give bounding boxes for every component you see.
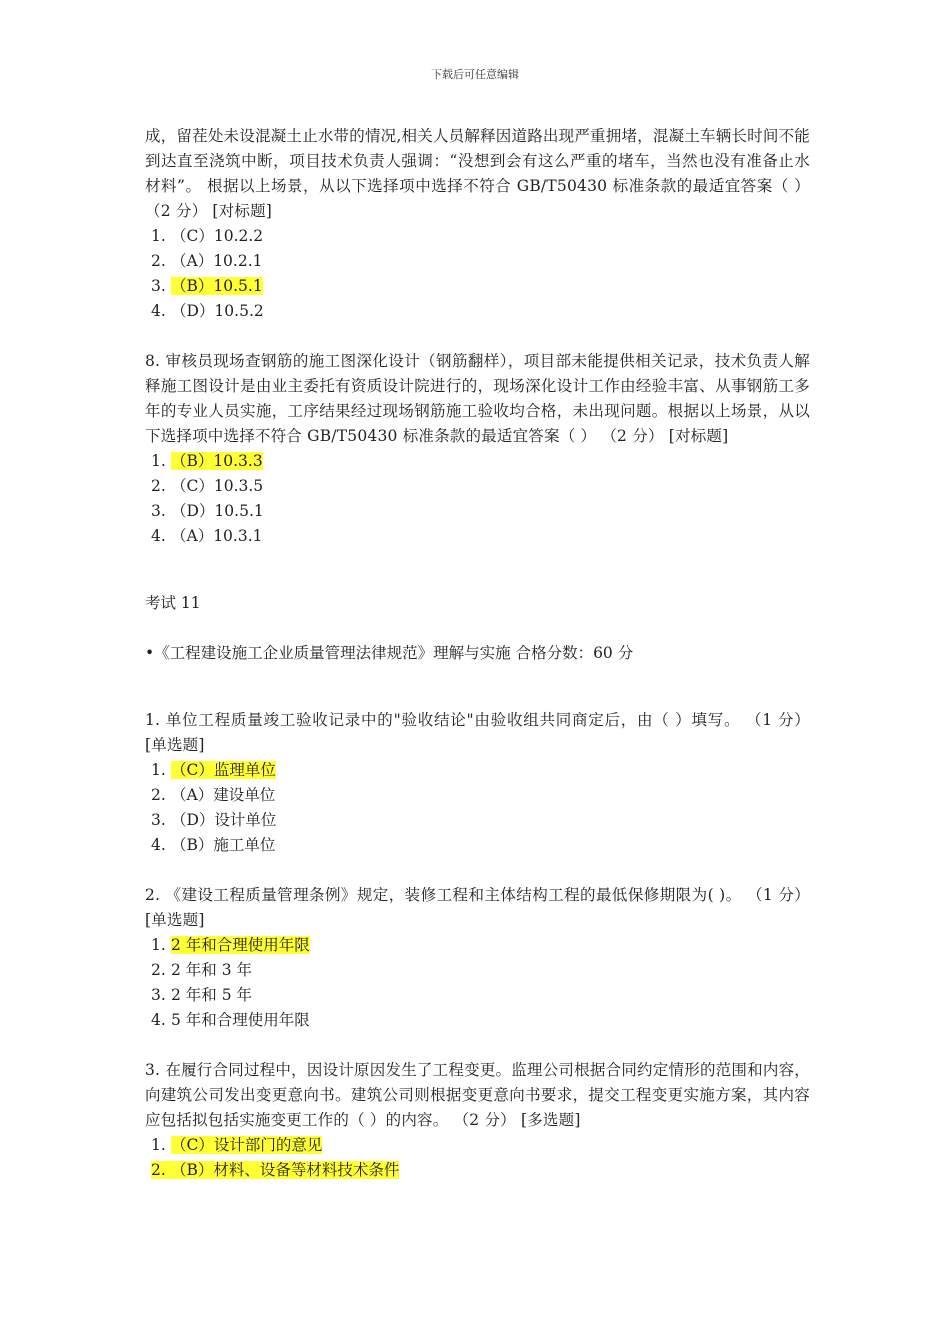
option-text-highlighted: （B）10.5.1 — [171, 277, 263, 295]
option-text: （C）10.2.2 — [171, 227, 264, 245]
question-8-text: 8. 审核员现场查钢筋的施工图深化设计（钢筋翻样），项目部未能提供相关记录，技术负责人解释施工图设计是由业主委托有资质设计院进行的，现场深化设计工作由经验丰富、从事钢筋工多年的专业人员实施，工序结果经过现场钢筋施工验收均合格，未出现问题。根据以上场景，从以下选择项中选择不符合 GB/T50430 标准条款的最适宜答案（ ） （2 分） [对标题] — [145, 352, 810, 445]
question-7-options — [145, 224, 810, 324]
option-text: 2 年和 3 年 — [171, 961, 253, 979]
option-number: 4. — [151, 527, 166, 545]
question-8-option — [145, 449, 810, 474]
exam-question-3-option — [145, 1158, 810, 1183]
option-text: （A）10.3.1 — [171, 527, 263, 545]
option-number: 3. — [151, 986, 166, 1004]
question-8-option — [145, 474, 810, 499]
option-number: 3. — [151, 502, 166, 520]
option-text-highlighted: 2 年和合理使用年限 — [171, 936, 310, 954]
question-8-option — [145, 499, 810, 524]
question-7-option — [145, 224, 810, 249]
exam-question-1-text: 1. 单位工程质量竣工验收记录中的"验收结论"由验收组共同商定后，由（ ）填写。 （1 分） [单选题] — [145, 711, 810, 754]
option-text: 5 年和合理使用年限 — [171, 1011, 310, 1029]
question-8-options — [145, 449, 810, 549]
option-number: 2. — [151, 252, 166, 270]
option-number: 2. — [151, 961, 166, 979]
option-text: （A）10.2.1 — [171, 252, 263, 270]
exam-question-1-options — [145, 758, 810, 858]
option-number: 3. — [151, 811, 166, 829]
option-text: （D）设计单位 — [171, 811, 277, 829]
question-7-option — [145, 249, 810, 274]
option-number: 4. — [151, 836, 166, 854]
option-number: 2. — [151, 477, 166, 495]
exam-question-1-option — [145, 833, 810, 858]
exam-question-2-option — [145, 958, 810, 983]
question-8-option — [145, 524, 810, 549]
option-text-highlighted: （B）10.3.3 — [171, 452, 263, 470]
exam-title: 考试 11 — [145, 594, 201, 612]
option-number: 2. — [151, 1161, 166, 1179]
option-number: 1. — [151, 761, 166, 779]
option-text-highlighted: （B）材料、设备等材料技术条件 — [171, 1161, 400, 1179]
exam-subtitle: •《工程建设施工企业质量管理法律规范》理解与实施 合格分数：60 分 — [145, 644, 634, 662]
option-number: 1. — [151, 1136, 166, 1154]
option-text: （C）10.3.5 — [171, 477, 264, 495]
question-7-text: 成，留茬处未设混凝土止水带的情况,相关人员解释因道路出现严重拥堵，混凝土车辆长时间不能到达直至浇筑中断，项目技术负责人强调：“没想到会有这么严重的堵车，当然也没有准备止水材料”。 根据以上场景，从以下选择项中选择不符合 GB/T50430 标准条款的最适宜答案（ ） （2 分） [对标题] — [145, 127, 810, 220]
exam-question-3-option — [145, 1133, 810, 1158]
exam-question-3-options — [145, 1133, 810, 1183]
exam-question-2-text: 2. 《建设工程质量管理条例》规定，装修工程和主体结构工程的最低保修期限为( )。 （1 分） [单选题] — [145, 886, 810, 929]
exam-question-3-text: 3. 在履行合同过程中，因设计原因发生了工程变更。监理公司根据合同约定情形的范围和内容，向建筑公司发出变更意向书。建筑公司则根据变更意向书要求，提交工程变更实施方案，其内容应包括拟包括实施变更工作的（ ）的内容。 （2 分） [多选题] — [145, 1061, 810, 1129]
option-number: 1. — [151, 452, 166, 470]
exam-question-2-options — [145, 933, 810, 1033]
option-text: （D）10.5.2 — [171, 302, 264, 320]
document-body — [145, 124, 810, 1183]
option-number: 2. — [151, 786, 166, 804]
option-text-highlighted: （C）设计部门的意见 — [171, 1136, 323, 1154]
exam-question-1-option — [145, 808, 810, 833]
exam-question-1-option — [145, 758, 810, 783]
option-text-highlighted: （C）监理单位 — [171, 761, 276, 779]
option-text: （D）10.5.1 — [171, 502, 264, 520]
exam-question-2-option — [145, 933, 810, 958]
question-7-option — [145, 299, 810, 324]
option-number: 3. — [151, 277, 166, 295]
exam-question-2-option — [145, 1008, 810, 1033]
exam-question-2-option — [145, 983, 810, 1008]
option-text: 2 年和 5 年 — [171, 986, 253, 1004]
option-number: 1. — [151, 227, 166, 245]
page-header: 下载后可任意编辑 — [431, 68, 519, 81]
question-7-option — [145, 274, 810, 299]
option-number: 4. — [151, 1011, 166, 1029]
option-text: （A）建设单位 — [171, 786, 276, 804]
option-number: 4. — [151, 302, 166, 320]
option-text: （B）施工单位 — [171, 836, 276, 854]
option-number: 1. — [151, 936, 166, 954]
exam-question-1-option — [145, 783, 810, 808]
